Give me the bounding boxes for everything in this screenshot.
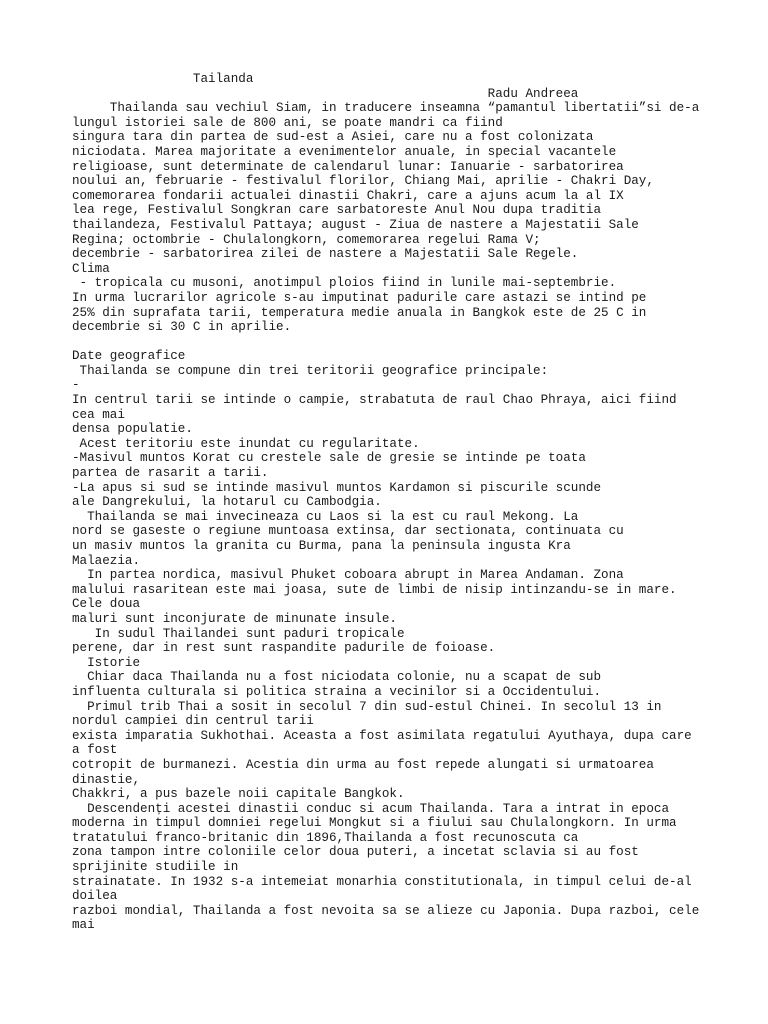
text-line: religioase, sunt determinate de calendarul lunar: Ianuarie - sarbatorirea (72, 159, 624, 174)
text-line: noului an, februarie - festivalul florilor, Chiang Mai, aprilie - Chakri Day, (72, 174, 654, 189)
text-line: doilea (72, 889, 118, 904)
text-line: decembrie si 30 C in aprilie. (72, 320, 292, 335)
text-line: Chakkri, a pus bazele noii capitale Bangkok. (72, 787, 405, 802)
text-line: - (72, 378, 80, 393)
text-line (72, 335, 702, 350)
text-line: dinastie, (72, 772, 141, 787)
text-line: In partea nordica, masivul Phuket coboara abrupt in Marea Andaman. Zona (72, 568, 624, 583)
text-line: un masiv muntos la granita cu Burma, pana la peninsula ingusta Kra (72, 539, 571, 553)
text-line: malului rasaritean este mai joasa, sute de limbi de nisip intinzandu-se in mare. (72, 582, 677, 597)
text-line: Regina; octombrie - Chulalongkorn, comemorarea regelui Rama V; (72, 232, 541, 247)
document-title: Tailanda (72, 72, 254, 86)
text-line: perene, dar in rest sunt raspandite padurile de foioase. (72, 641, 496, 656)
text-line: tratatului franco-britanic din 1896,Thailanda a fost recunoscuta ca (72, 830, 579, 845)
text-line: Descendenți acestei dinastii conduc si acum Thailanda. Tara a intrat in epoca (72, 801, 670, 816)
text-line: Date geografice (72, 349, 186, 364)
text-line: razboi mondial, Thailanda a fost nevoita sa se alieze cu Japonia. Dupa razboi, cele (72, 903, 700, 918)
text-line: partea de rasarit a tarii. (72, 466, 269, 481)
text-line: Primul trib Thai a sosit in secolul 7 din sud-estul Chinei. In secolul 13 in (72, 699, 662, 714)
text-line: densa populatie. (72, 422, 193, 437)
text-line: comemorarea fondarii actualei dinastii Chakri, care a ajuns acum la al IX (72, 188, 624, 203)
text-line: ale Dangrekului, la hotarul cu Cambodgia. (72, 495, 382, 510)
text-line: - tropicala cu musoni, anotimpul ploios fiind in lunile mai-septembrie. (72, 276, 617, 291)
text-line: Istorie (72, 655, 141, 670)
text-line: In centrul tarii se intinde o campie, strabatuta de raul Chao Phraya, aici fiind (72, 393, 677, 408)
text-line: nord se gaseste o regiune muntoasa extinsa, dar sectionata, continuata cu (72, 524, 624, 539)
text-line: niciodata. Marea majoritate a evenimentelor anuale, in special vacantele (72, 144, 617, 159)
text-line: lungul istoriei sale de 800 ani, se poate mandri ca fiind (72, 115, 503, 130)
text-line: influenta culturala si politica straina a vecinilor si a Occidentului. (72, 684, 602, 699)
text-line: Cele doua (72, 597, 141, 612)
text-line: 25% din suprafata tarii, temperatura medie anuala in Bangkok este de 25 C in (72, 305, 647, 320)
text-line: mai (72, 918, 95, 933)
text-line: exista imparatia Sukhothai. Aceasta a fost asimilata regatului Ayuthaya, dupa care (72, 728, 692, 743)
text-line: cotropit de burmanezi. Acestia din urma au fost repede alungati si urmatoarea (72, 757, 654, 772)
document-author: Radu Andreea (72, 86, 579, 101)
text-line: nordul campiei din centrul tarii (72, 714, 314, 729)
document-body (72, 72, 702, 933)
text-line: lea rege, Festivalul Songkran care sarbatoreste Anul Nou dupa traditia (72, 203, 602, 218)
text-line: Thailanda se mai invecineaza cu Laos si la est cu raul Mekong. La (72, 509, 579, 524)
text-line: Thailanda se compune din trei teritorii geografice principale: (72, 363, 549, 378)
text-line: thailandeza, Festivalul Pattaya; august - Ziua de nastere a Majestatii Sale (72, 217, 639, 232)
text-line: a fost (72, 743, 118, 758)
text-line: cea mai (72, 407, 125, 422)
text-line: maluri sunt inconjurate de minunate insule. (72, 611, 397, 626)
text-line: decembrie - sarbatorirea zilei de nastere a Majestatii Sale Regele. (72, 247, 579, 262)
text-line: Malaezia. (72, 553, 141, 568)
text-line: zona tampon intre coloniile celor doua puteri, a incetat sclavia si au fost (72, 845, 639, 860)
text-line: Chiar daca Thailanda nu a fost niciodata colonie, nu a scapat de sub (72, 670, 602, 685)
text-line: sprijinite studiile in (72, 860, 239, 875)
text-line: moderna in timpul domniei regelui Mongkut si a fiului sau Chulalongkorn. In urma (72, 816, 677, 831)
text-line: -Masivul muntos Korat cu crestele sale de gresie se intinde pe toata (72, 451, 586, 466)
text-line: Acest teritoriu este inundat cu regularitate. (72, 436, 420, 451)
text-line: Thailanda sau vechiul Siam, in traducere inseamna “pamantul libertatii”si de-a (72, 101, 700, 116)
text-line: Clima (72, 261, 110, 276)
text-line: In sudul Thailandei sunt paduri tropicale (72, 626, 405, 641)
text-line: -La apus si sud se intinde masivul muntos Kardamon si piscurile scunde (72, 480, 602, 495)
text-line: strainatate. In 1932 s-a intemeiat monarhia constitutionala, in timpul celui de-al (72, 874, 692, 889)
text-line: In urma lucrarilor agricole s-au imputinat padurile care astazi se intind pe (72, 290, 647, 305)
text-line: singura tara din partea de sud-est a Asiei, care nu a fost colonizata (72, 130, 594, 145)
